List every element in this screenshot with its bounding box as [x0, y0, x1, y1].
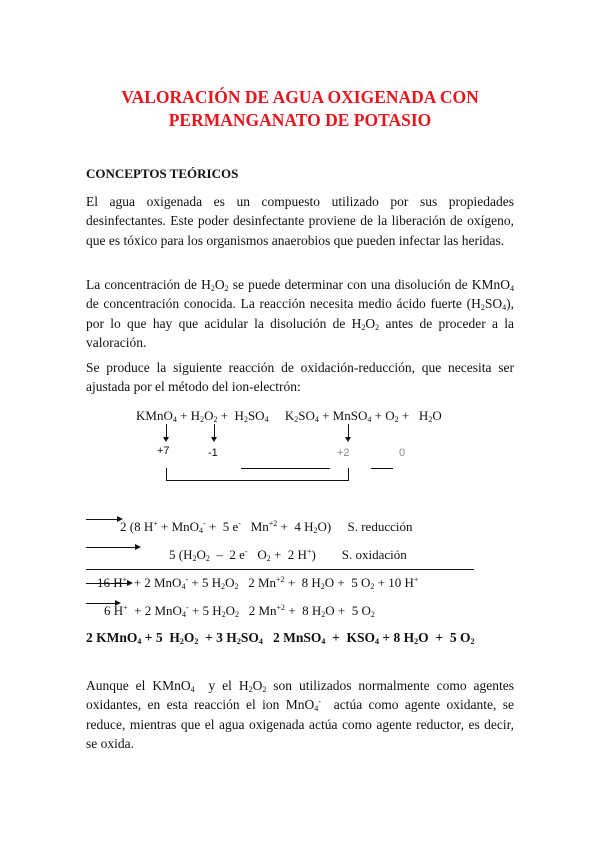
- half-reaction-oxidation: 5 ($H_2O_2 - 2$ e- $O_2 + 2$ H+) S. oxidación: [169, 547, 407, 563]
- title-line-1: VALORACIÓN DE AGUA OXIGENADA CON: [121, 87, 479, 107]
- oxidation-number-mn-product: +2: [337, 447, 350, 459]
- oxidation-number-mn-reactant: +7: [157, 445, 170, 457]
- arrow-oxidation: [86, 547, 136, 548]
- paragraph-closing: Aunque el KMnO$_4$ y el $H_2O_2$ son utilizados normalmente como agentes oxidantes, en esta reacción el ion MnO$_4$- actúa como agente oxidante, se reduce, mientras que el agua oxigenada actúa como agente reductor, es decir, se oxida.: [86, 678, 514, 751]
- ionic-simplified-equation: 6 H+ + 2 MnO$_4$- + 5 $H_2O_2$ 2 $Mn^{+2} + 8$ $H_2O + 5$ $O_2$: [104, 603, 375, 619]
- oxidation-label: S. oxidación: [341, 547, 407, 562]
- half-reaction-reduction: 2 (8 H+ + MnO$_4$- + 5 e- $Mn^{+2} + 4$ $H_2O$) S. reducción: [120, 519, 413, 535]
- paragraph-concentration: La concentración de $H_2O_2$ se puede determinar con una disolución de KMnO$_4$ de concentración conocida. La reacción necesita medio ácido fuerte $(H_2SO_4)$, por lo que hay que acidular la disolución de $H_2O_2$ antes de proceder a la valoración.: [86, 277, 514, 350]
- sum-line: [86, 569, 474, 570]
- oxidation-number-o-peroxide: -1: [208, 447, 218, 459]
- arrow-reduction: [86, 519, 118, 520]
- page-title: [0, 86, 600, 132]
- paragraph-reaction-intro: [86, 358, 514, 397]
- section-heading: CONCEPTOS TEÓRICOS: [86, 166, 239, 181]
- closing-text-mid: son utilizados normalmente como agentes oxidantes, en esta reacción el ion MnO: [86, 678, 514, 713]
- arrow-h2o2: [214, 424, 215, 438]
- closing-text-tail: actúa como agente oxidante, se reduce, mientras que el agua oxigenada actúa como agente reductor, es decir, se oxida.: [86, 697, 514, 751]
- paragraph-reaction-intro-text: Se produce la siguiente reacción de oxidación-reducción, que necesita ser ajustada por el método del ion-electrón:: [86, 360, 514, 395]
- title-line-2: PERMANGANATO DE POTASIO: [168, 110, 432, 130]
- bracket-bottom: [166, 480, 349, 481]
- arrow-kmno4: [166, 424, 167, 438]
- arrow-mnso4: [348, 424, 349, 438]
- reduction-label: S. reducción: [347, 519, 413, 534]
- unbalanced-reaction: KMnO$_4$ + $H_2O_2 + H_2SO_4$ $K_2SO_4$ + MnSO$_4$ + $O_2 + H_2O$: [136, 408, 442, 424]
- paragraph-intro-text: El agua oxigenada es un compuesto utilizado por sus propiedades desinfectantes. Este poder desinfectante proviene de la liberación de oxígeno, que es tóxico para los organismos anaerobios que pueden infectar las heridas.: [86, 194, 514, 248]
- connector-line-middle: [241, 468, 330, 469]
- molecular-balanced-equation: 2 KMnO$_4$ + 5 $H_2O_2 + 3$ $H_2SO_4$ 2 MnSO$_4$ + $KSO_4 + 8$ $H_2O + 5$ $O_2$: [86, 630, 475, 646]
- paragraph-intro: [86, 192, 514, 250]
- oxidation-number-o-gas: 0: [399, 447, 406, 459]
- connector-line-right: [371, 468, 393, 469]
- ionic-sum-equation: 16 H+ + 2 MnO$_4$- + 5 $H_2O_2$ 2 $Mn^{+2} + 8$ $H_2O + 5$ $O_2 + 10$ H+: [97, 575, 419, 591]
